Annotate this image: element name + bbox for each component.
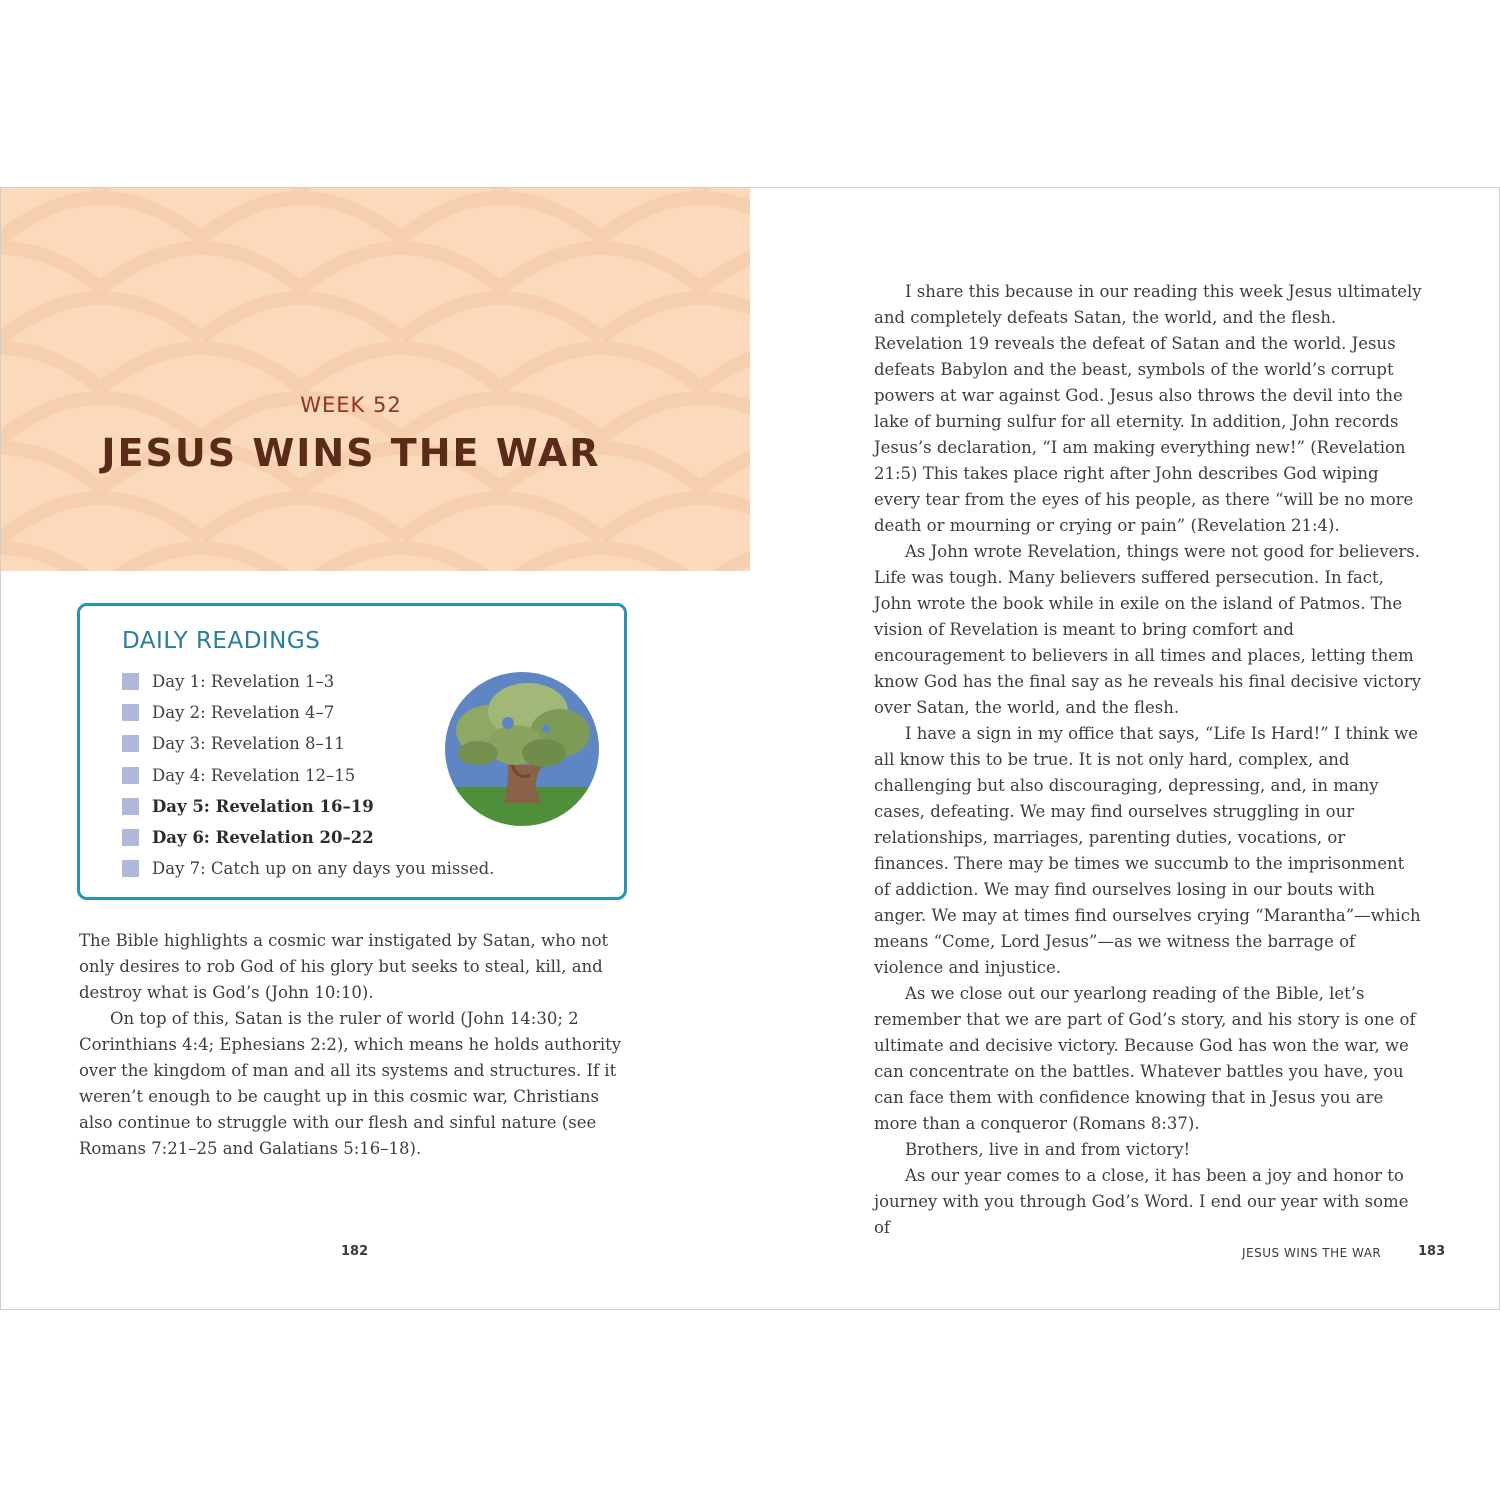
wave-stroke (201, 198, 401, 238)
wave-pattern (1, 188, 750, 571)
daily-readings-box (77, 603, 627, 900)
reading-label: Day 6: Revelation 20–22 (152, 828, 374, 848)
reading-item[interactable] (122, 853, 494, 884)
reading-item[interactable] (122, 666, 494, 697)
page-number: 182 (341, 1244, 369, 1259)
wave-stroke (701, 248, 750, 288)
paragraph: I have a sign in my office that says, “Life Is Hard!” I think we all know this to be true. It is not only hard, complex, and challenging but also discouraging, depressing, and, in many cases, defeating. We may find ourselves struggling in our relationships, marriages, parenting duties, vocations, or finances. There may be times we succumb to the imprisonment of addiction. We may find ourselves losing in our bouts with anger. We may at times find ourselves crying “Marantha”—which means “Come, Lord Jesus”—as we witness the barrage of violence and injustice. (874, 724, 1421, 977)
book-spread (0, 187, 1500, 1310)
reading-item[interactable] (122, 697, 494, 728)
wave-stroke (201, 298, 401, 338)
wave-stroke (501, 348, 701, 388)
wave-stroke (701, 348, 750, 388)
chapter-title: JESUS WINS THE WAR (101, 431, 601, 475)
reading-label: Day 7: Catch up on any days you missed. (152, 859, 495, 879)
reading-item[interactable] (122, 791, 494, 822)
wave-stroke (1, 548, 101, 571)
wave-stroke (401, 298, 601, 338)
paragraph: On top of this, Satan is the ruler of world (John 14:30; 2 Corinthians 4:4; Ephesians 2:2), which means he holds authority over the kingdom of man and all its systems and structures. If it weren’t enough to be caught up in this cosmic war, Christians also continue to struggle with our flesh and sinful nature (see Romans 7:21–25 and Galatians 5:16–18). (79, 1009, 622, 1158)
daily-readings-heading: DAILY READINGS (122, 628, 321, 654)
wave-stroke (601, 298, 750, 338)
checkbox-icon[interactable] (122, 767, 139, 784)
wave-stroke (1, 498, 201, 538)
wave-stroke (401, 198, 601, 238)
page-number: 183 (1418, 1244, 1446, 1259)
checkbox-icon[interactable] (122, 798, 139, 815)
left-body-text (79, 928, 627, 1162)
right-page (750, 188, 1500, 1309)
reading-item[interactable] (122, 728, 494, 759)
right-body-text (874, 279, 1422, 1241)
reading-label: Day 5: Revelation 16–19 (152, 796, 374, 816)
reading-label: Day 3: Revelation 8–11 (152, 734, 345, 754)
wave-stroke (1, 248, 101, 288)
paragraph: Brothers, live in and from victory! (905, 1140, 1191, 1159)
paragraph: As our year comes to a close, it has been a joy and honor to journey with you through God’s Word. I end our year with some of (874, 1166, 1409, 1237)
wave-stroke (401, 498, 601, 538)
week-label: WEEK 52 (300, 393, 402, 417)
reading-label: Day 2: Revelation 4–7 (152, 703, 335, 723)
wave-stroke (101, 248, 301, 288)
paragraph: The Bible highlights a cosmic war instigated by Satan, who not only desires to rob God of his glory but seeks to steal, kill, and destroy what is God’s (John 10:10). (79, 931, 609, 1002)
reading-label: Day 1: Revelation 1–3 (152, 672, 335, 692)
paragraph: I share this because in our reading this week Jesus ultimately and completely defeats Satan, the world, and the flesh. Revelation 19 reveals the defeat of Satan and the world. Jesus defeats Babylon and the beast, symbols of the world’s corrupt powers at war against God. Jesus also throws the devil into the lake of burning sulfur for all eternity. In addition, John records Jesus’s declaration, “I am making everything new!” (Revelation 21:5) This takes place right after John describes God wiping every tear from the eyes of his people, as there “will be no more death or mourning or crying or pain” (Revelation 21:4). (874, 282, 1422, 535)
wave-stroke (301, 548, 501, 571)
wave-stroke (201, 498, 401, 538)
reading-item[interactable] (122, 822, 494, 853)
wave-stroke (1, 198, 201, 238)
wave-stroke (601, 498, 750, 538)
wave-stroke (301, 248, 501, 288)
wave-stroke (701, 448, 750, 488)
paragraph: As we close out our yearlong reading of the Bible, let’s remember that we are part of God’s story, and his story is one of ultimate and decisive victory. Because God has won the war, we can concentrate on the battles. Whatever battles you have, you can face them with confidence knowing that in Jesus you are more than a conqueror (Romans 8:37). (874, 984, 1416, 1133)
checkbox-icon[interactable] (122, 829, 139, 846)
checkbox-icon[interactable] (122, 860, 139, 877)
wave-stroke (601, 198, 750, 238)
tree-icon (442, 669, 602, 829)
wave-stroke (501, 248, 701, 288)
checkbox-icon[interactable] (122, 735, 139, 752)
checkbox-icon[interactable] (122, 673, 139, 690)
chapter-banner (1, 188, 750, 571)
wave-stroke (501, 548, 701, 571)
wave-stroke (1, 298, 201, 338)
checkbox-icon[interactable] (122, 704, 139, 721)
paragraph: As John wrote Revelation, things were not good for believers. Life was tough. Many believers suffered persecution. In fact, John wrote the book while in exile on the island of Patmos. The vision of Revelation is meant to bring comfort and encouragement to believers in all times and places, letting them know God has the final say as he reveals his final decisive victory over Satan, the world, and the flesh. (874, 542, 1422, 717)
wave-stroke (1, 348, 101, 388)
wave-stroke (101, 548, 301, 571)
wave-stroke (301, 348, 501, 388)
left-page (0, 188, 750, 1309)
reading-item[interactable] (122, 760, 494, 791)
reading-label: Day 4: Revelation 12–15 (152, 765, 356, 785)
wave-stroke (701, 548, 750, 571)
daily-readings-list (122, 666, 494, 884)
wave-stroke (101, 348, 301, 388)
running-head: JESUS WINS THE WAR (1242, 1246, 1382, 1260)
